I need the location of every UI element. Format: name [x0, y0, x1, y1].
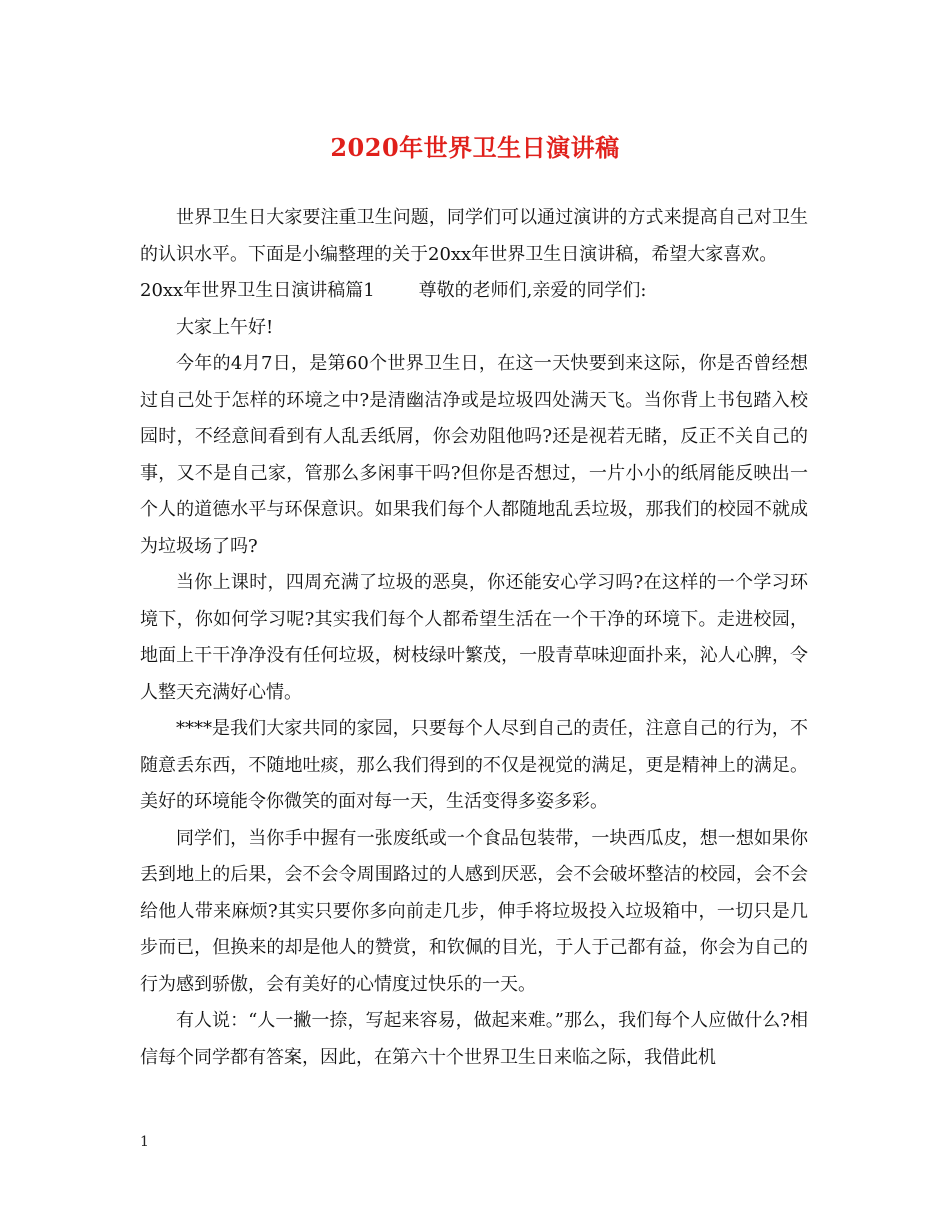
body-paragraph: 今年的4月7日，是第60个世界卫生日，在这一天快要到来这际，你是否曾经想过自己处于怎样的环境之中?是清幽洁净或是垃圾四处满天飞。当你背上书包踏入校园时，不经意间看到有人乱丢纸屑，你会劝阻他吗?还是视若无睹，反正不关自己的事，又不是自己家，管那么多闲事干吗?但你是否想过，一片小小的纸屑能反映出一个人的道德水平与环保意识。如果我们每个人都随地乱丢垃圾，那我们的校园不就成为垃圾场了吗?: [140, 353, 808, 557]
greeting: 大家上午好!: [176, 316, 274, 338]
body-paragraph: 当你上课时，四周充满了垃圾的恶臭，你还能安心学习吗?在这样的一个学习环境下，你如何学习呢?其实我们每个人都希望生活在一个干净的环境下。走进校园，地面上干干净净没有任何垃圾，树枝绿叶繁茂，一股青草味迎面扑来，沁人心脾，令人整天充满好心情。: [140, 572, 808, 703]
section-heading: 20xx年世界卫生日演讲稿篇1: [140, 280, 375, 301]
body-paragraph: 同学们，当你手中握有一张废纸或一个食品包装带，一块西瓜皮，想一想如果你丢到地上的后果，会不会令周围路过的人感到厌恶，会不会破坏整洁的校园，会不会给他人带来麻烦?其实只要你多向前走几步，伸手将垃圾投入垃圾箱中，一切只是几步而已，但换来的却是他人的赞赏，和钦佩的目光，于人于己都有益，你会为自己的行为感到骄傲，会有美好的心情度过快乐的一天。: [140, 827, 808, 995]
document-title: 2020年世界卫生日演讲稿: [330, 133, 620, 162]
section-heading-line: [140, 273, 808, 310]
intro-paragraph: 世界卫生日大家要注重卫生问题，同学们可以通过演讲的方式来提高自己对卫生的认识水平。下面是小编整理的关于20xx年世界卫生日演讲稿，希望大家喜欢。: [140, 207, 808, 265]
body-paragraph: 有人说：“人一撇一捺，写起来容易，做起来难。”那么，我们每个人应做什么?相信每个同学都有答案，因此，在第六十个世界卫生日来临之际，我借此机: [140, 1010, 808, 1068]
document-body: [140, 200, 808, 1076]
body-paragraph: ****是我们大家共同的家园，只要每个人尽到自己的责任，注意自己的行为，不随意丢东西，不随地吐痰，那么我们得到的不仅是视觉的满足，更是精神上的满足。美好的环境能令你微笑的面对每一天，生活变得多姿多彩。: [140, 718, 808, 812]
page-number: 1: [140, 1134, 149, 1150]
salutation: 尊敬的老师们,亲爱的同学们:: [418, 280, 647, 301]
